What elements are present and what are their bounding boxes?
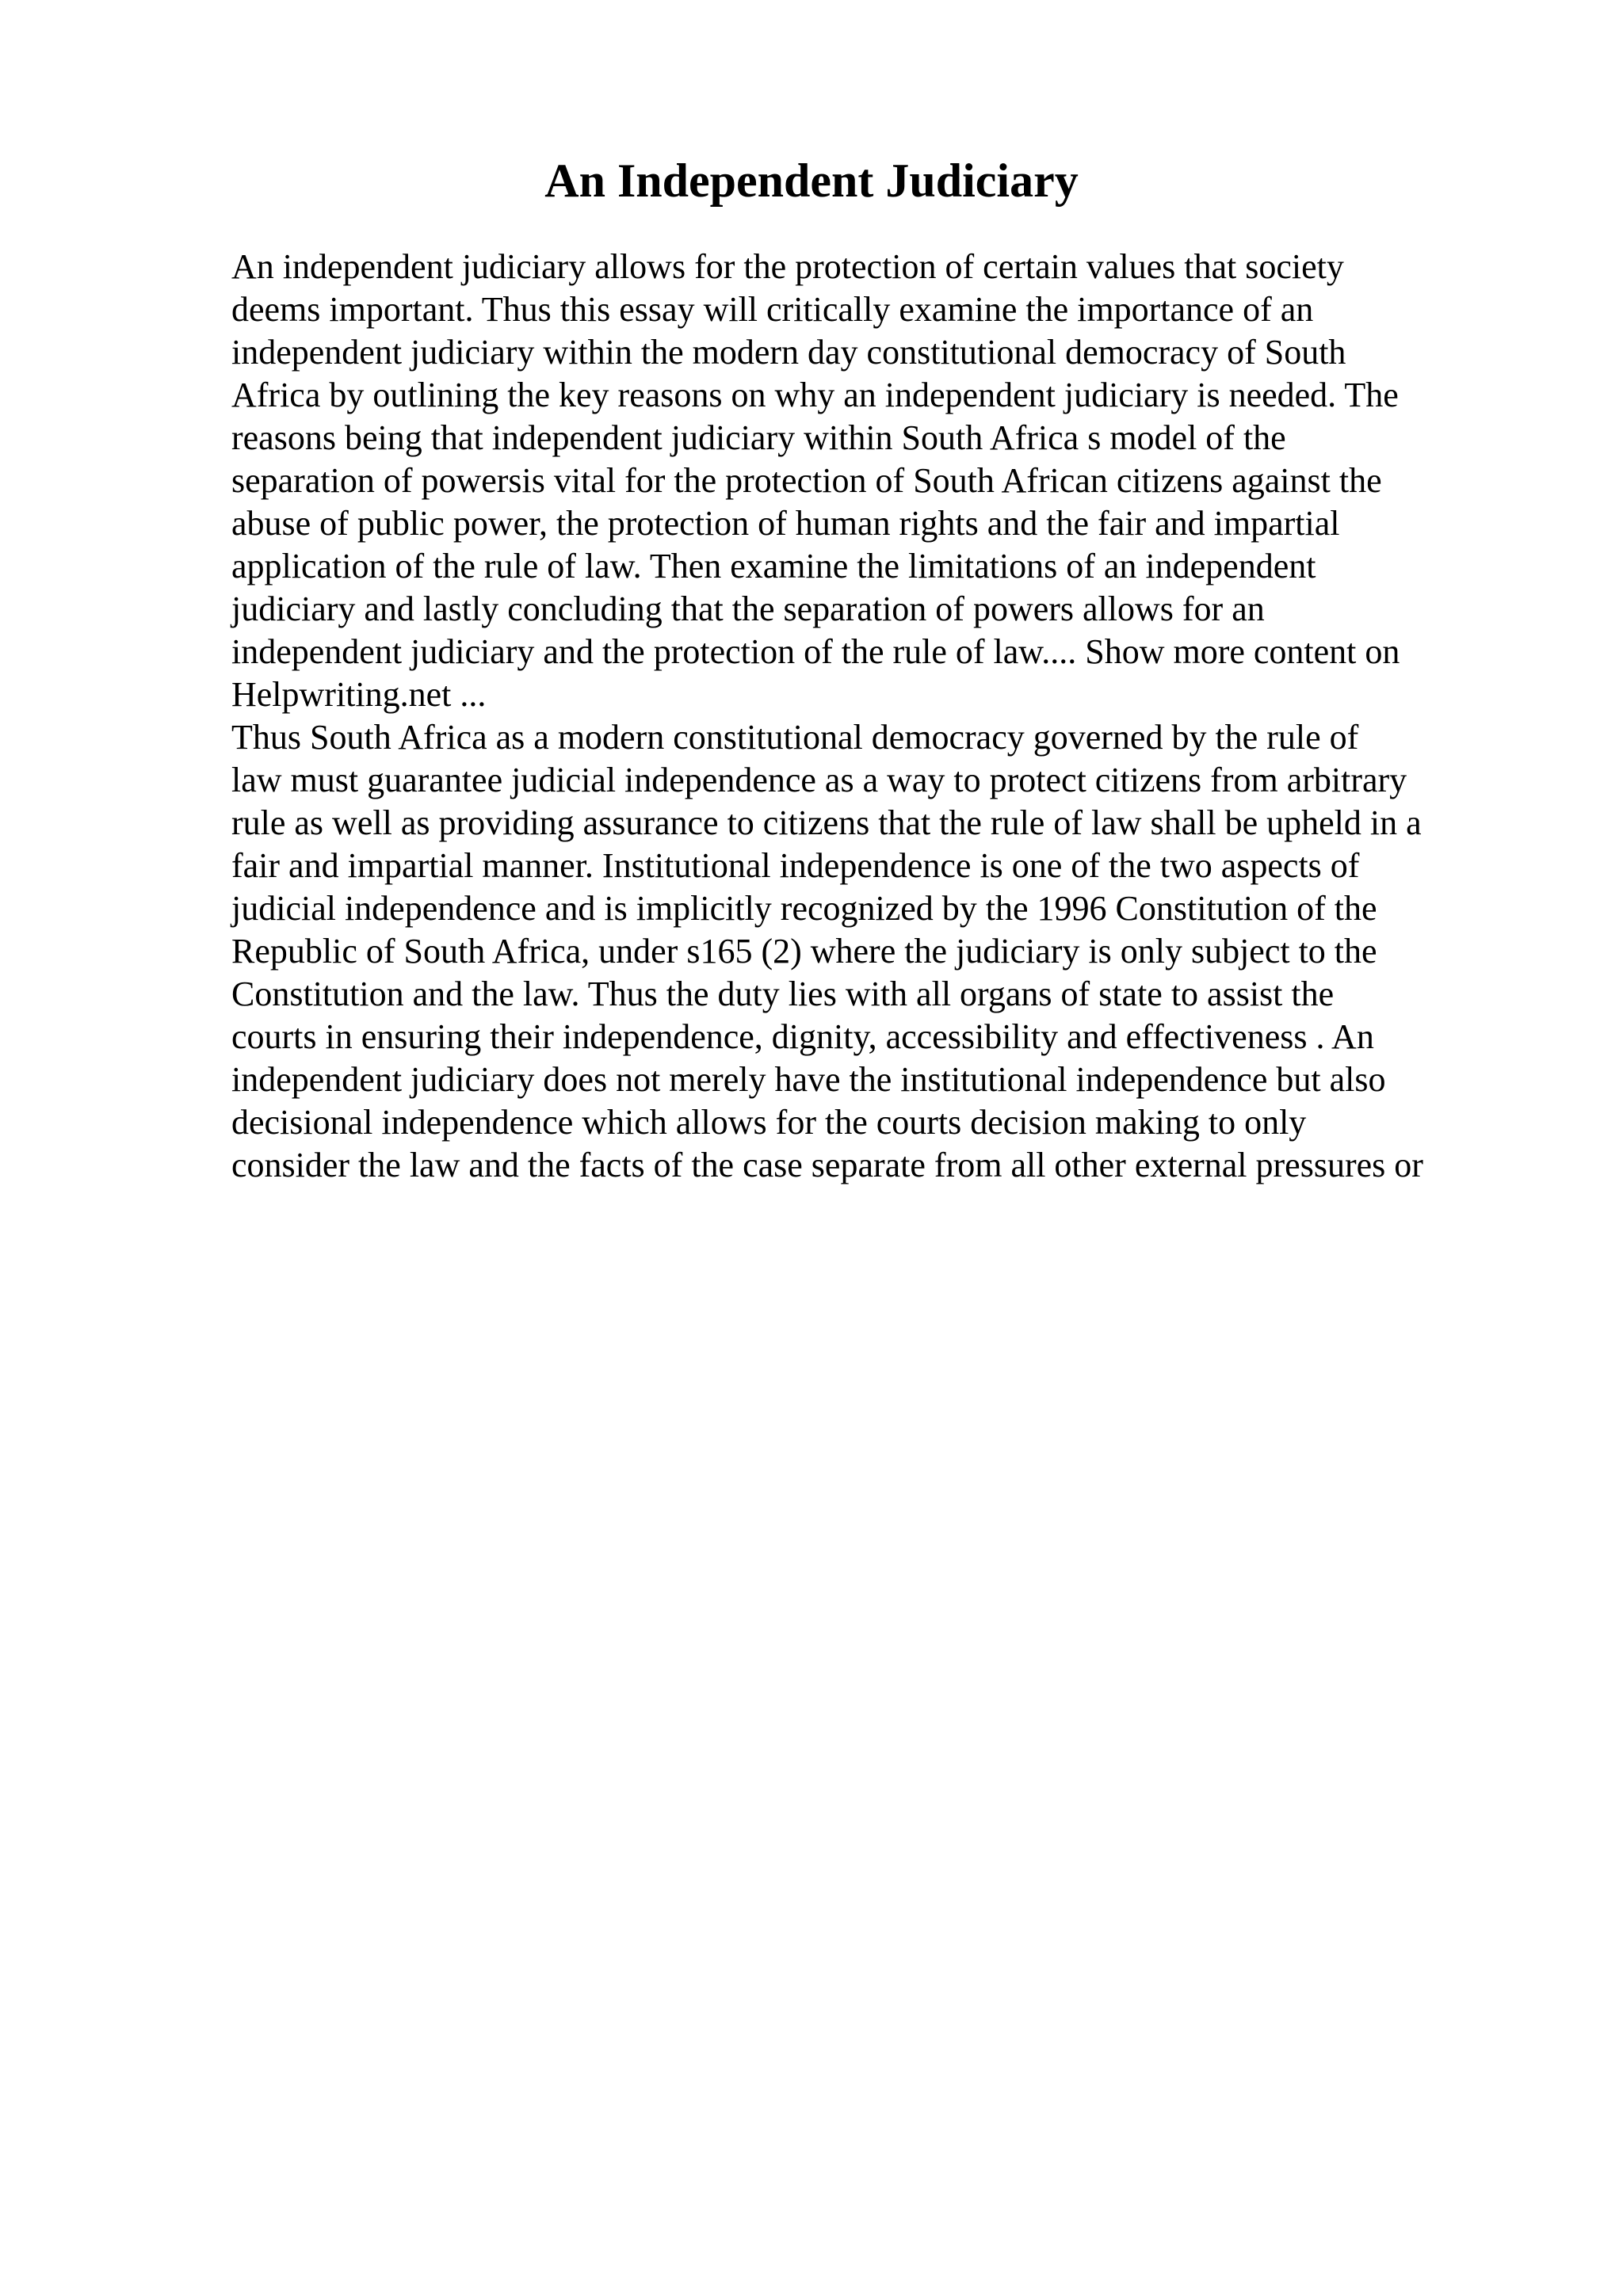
body-line: reasons being that independent judiciary within South Africa s model of the	[231, 418, 1286, 457]
body-line: independent judiciary within the modern day constitutional democracy of South	[231, 333, 1346, 372]
body-line: Helpwriting.net ...	[231, 675, 487, 714]
document-body	[231, 246, 1515, 1187]
body-line: judicial independence and is implicitly recognized by the 1996 Constitution of the	[231, 889, 1377, 928]
body-line: courts in ensuring their independence, dignity, accessibility and effectiveness . An	[231, 1017, 1374, 1056]
body-line: fair and impartial manner. Institutional independence is one of the two aspects of	[231, 846, 1360, 885]
body-line: judiciary and lastly concluding that the separation of powers allows for an	[231, 589, 1265, 628]
body-line: Africa by outlining the key reasons on why an independent judiciary is needed. The	[231, 376, 1399, 414]
document-title: An Independent Judiciary	[544, 154, 1079, 207]
body-line: independent judiciary does not merely have the institutional independence but also	[231, 1060, 1386, 1099]
body-line: abuse of public power, the protection of human rights and the fair and impartial	[231, 504, 1340, 543]
body-line: law must guarantee judicial independence as a way to protect citizens from arbitrary	[231, 761, 1407, 799]
body-line: An independent judiciary allows for the protection of certain values that society	[231, 247, 1344, 286]
body-line: separation of powersis vital for the protection of South African citizens against the	[231, 461, 1382, 500]
body-line: deems important. Thus this essay will critically examine the importance of an	[231, 290, 1314, 329]
body-line: Thus South Africa as a modern constitutional democracy governed by the rule of	[231, 718, 1359, 757]
body-line: decisional independence which allows for the courts decision making to only	[231, 1103, 1307, 1142]
body-line: Republic of South Africa, under s165 (2) where the judiciary is only subject to the	[231, 932, 1377, 971]
body-line: application of the rule of law. Then examine the limitations of an independent	[231, 547, 1316, 585]
body-line: independent judiciary and the protection of the rule of law.... Show more content on	[231, 632, 1400, 671]
body-line: consider the law and the facts of the case separate from all other external pressures or	[231, 1146, 1423, 1184]
body-line: Constitution and the law. Thus the duty lies with all organs of state to assist the	[231, 974, 1335, 1013]
body-line: rule as well as providing assurance to citizens that the rule of law shall be upheld in a	[231, 803, 1422, 842]
